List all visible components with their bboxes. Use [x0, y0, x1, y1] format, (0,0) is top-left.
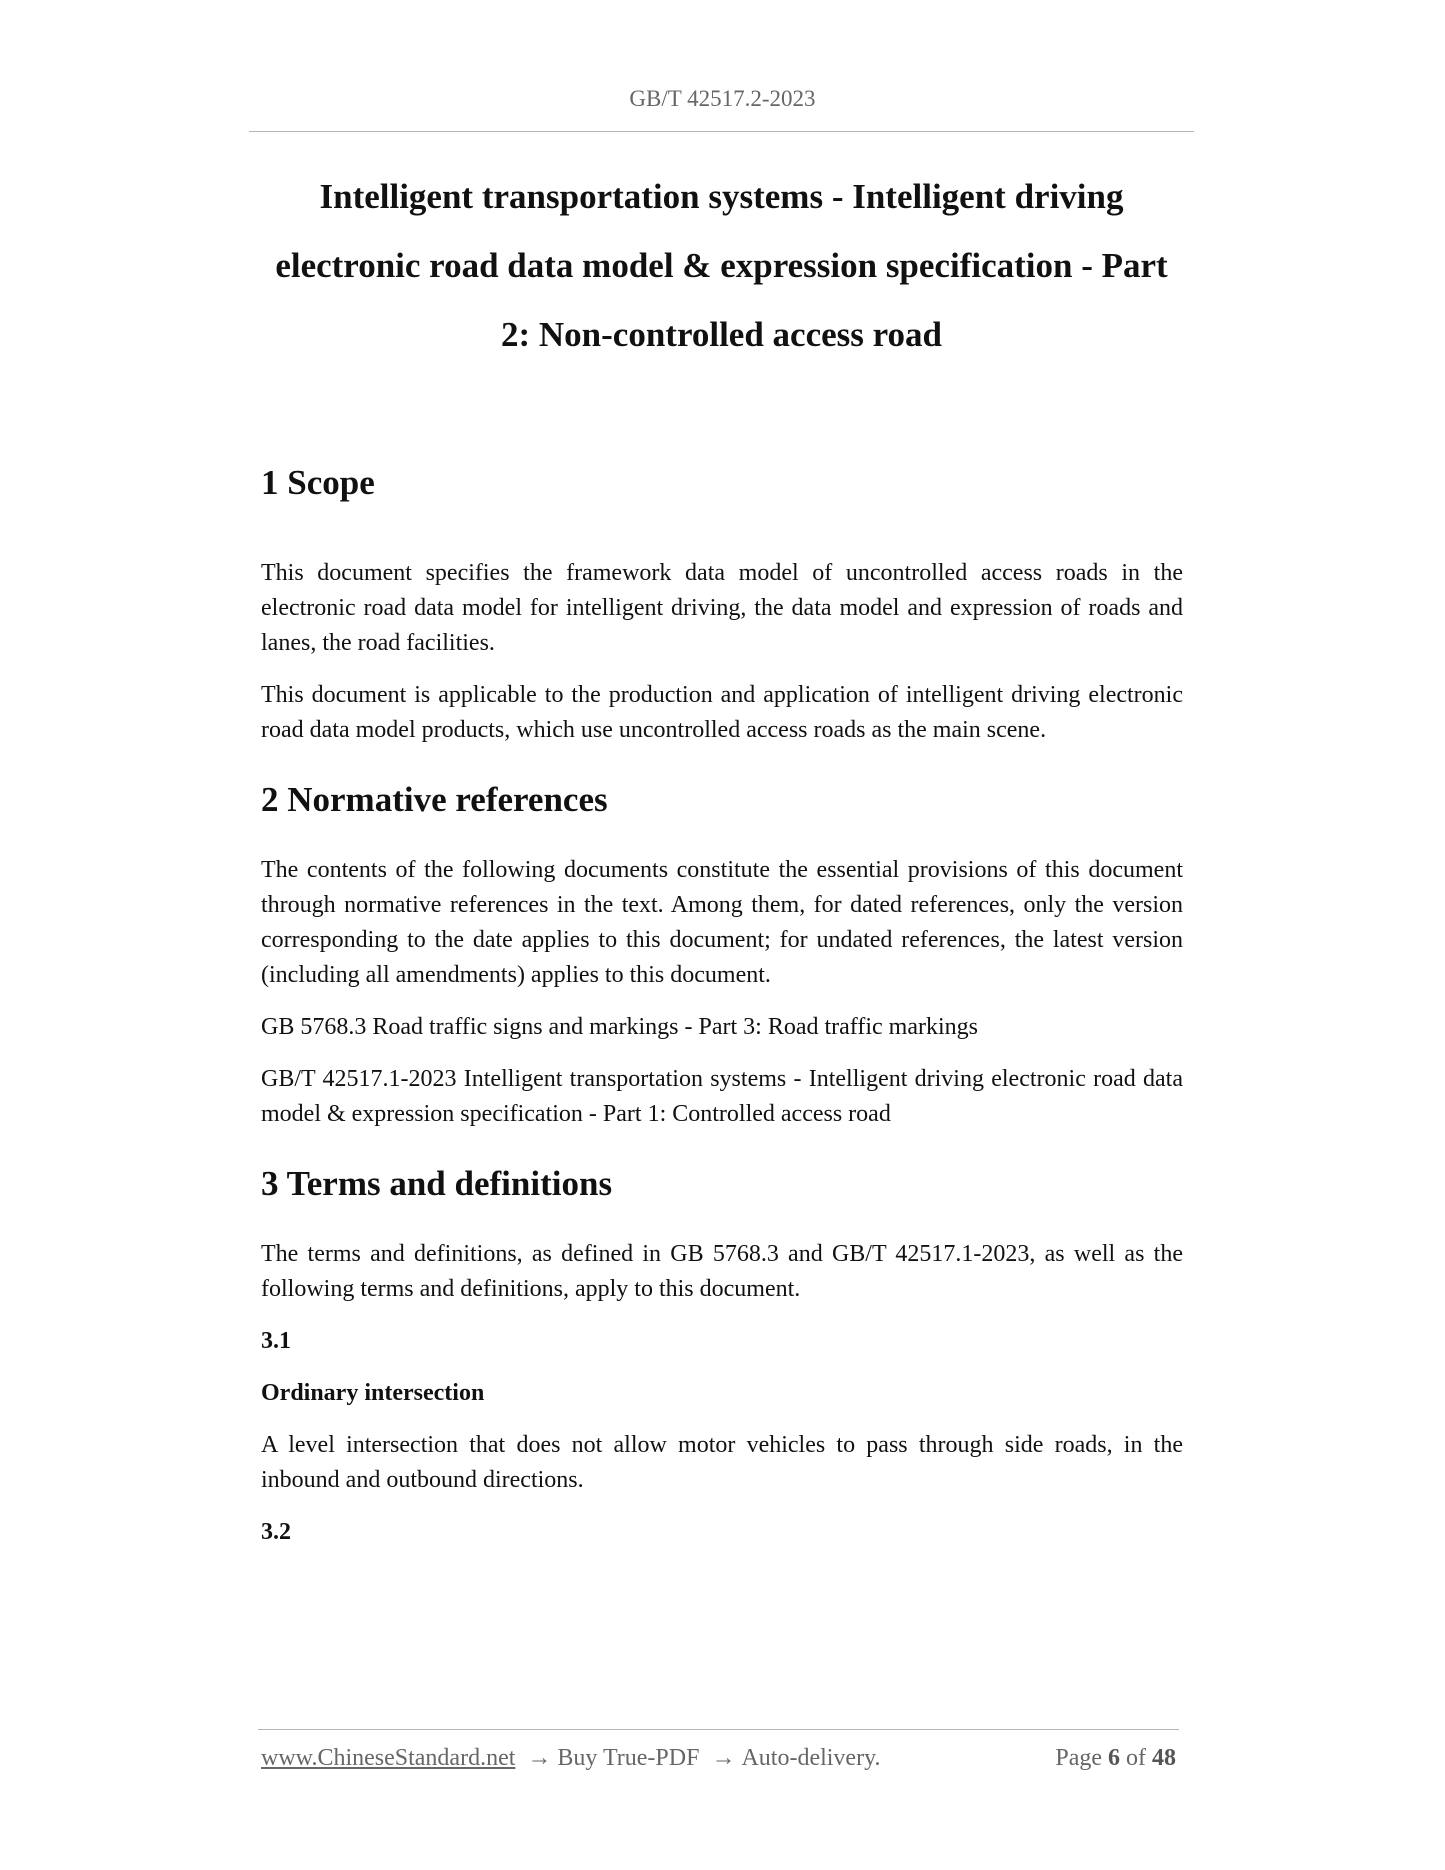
term-definition-ordinary-intersection: A level intersection that does not allow motor vehicles to pass through side roads, in the inbound and outbound directions.	[261, 1432, 1183, 1493]
scope-paragraph-2: This document is applicable to the production and application of intelligent driving electronic road data model products, which use uncontrolled access roads as the main scene.	[261, 682, 1183, 743]
footer-divider	[258, 1729, 1179, 1730]
term-number-3-1: 3.1	[261, 1328, 291, 1354]
title-line-2: electronic road data model & expression specification - Part	[275, 246, 1168, 285]
scope-paragraph-1: This document specifies the framework data model of uncontrolled access roads in the electronic road data model for intelligent driving, the data model and expression of roads and lanes, the road facilities.	[261, 560, 1183, 656]
title-line-1: Intelligent transportation systems - Intelligent driving	[319, 177, 1124, 216]
header-divider	[249, 131, 1194, 132]
document-body	[261, 458, 1183, 1550]
title-line-3: 2: Non-controlled access road	[500, 315, 943, 354]
total-pages: 48	[1152, 1745, 1176, 1771]
website-link[interactable]: www.ChineseStandard.net	[261, 1745, 516, 1771]
term-name-ordinary-intersection: Ordinary intersection	[261, 1380, 485, 1406]
page-number	[1055, 1745, 1176, 1772]
term-number-3-2: 3.2	[261, 1519, 291, 1545]
reference-item-gb-5768-3: GB 5768.3 Road traffic signs and markings - Part 3: Road traffic markings	[261, 1014, 978, 1040]
normative-paragraph: The contents of the following documents constitute the essential provisions of this document through normative references in the text. Among them, for dated references, only the version corresponding to the date applies to this document; for undated references, the latest version (including all amendments) applies to this document.	[261, 857, 1183, 988]
arrow-right-icon: →	[711, 1745, 736, 1771]
buy-true-pdf-text: Buy True-PDF	[557, 1745, 700, 1771]
document-title	[249, 162, 1194, 369]
arrow-right-icon: →	[527, 1745, 552, 1771]
section-heading-normative-references: 2 Normative references	[261, 780, 608, 819]
of-label: of	[1126, 1745, 1146, 1771]
footer-promo	[261, 1745, 881, 1772]
section-heading-terms-and-definitions: 3 Terms and definitions	[261, 1164, 613, 1203]
reference-item-gb-t-42517-1: GB/T 42517.1-2023 Intelligent transportation systems - Intelligent driving electronic road data model & expression specification - Part 1: Controlled access road	[261, 1066, 1183, 1127]
current-page: 6	[1108, 1745, 1120, 1771]
terms-paragraph: The terms and definitions, as defined in GB 5768.3 and GB/T 42517.1-2023, as well as the following terms and definitions, apply to this document.	[261, 1241, 1183, 1302]
page-footer	[261, 1745, 1176, 1772]
page-label: Page	[1055, 1745, 1102, 1771]
auto-delivery-text: Auto-delivery.	[741, 1745, 881, 1771]
running-header: GB/T 42517.2-2023	[629, 86, 816, 111]
section-heading-scope: 1 Scope	[261, 463, 375, 502]
